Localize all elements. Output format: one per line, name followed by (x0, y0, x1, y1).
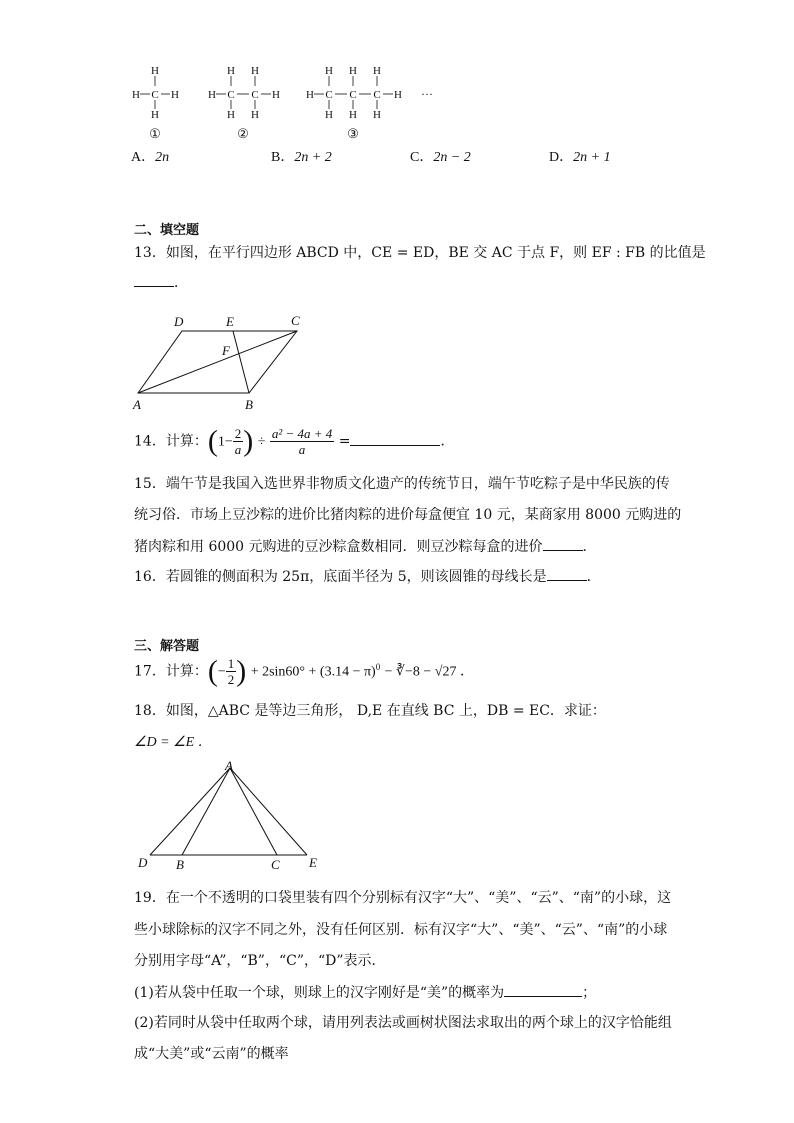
methane-series-structures (125, 62, 445, 144)
q18-triangle-figure (132, 758, 327, 873)
q17-expression: 17．计算：(− $\frac{1}{2}$ ) + $2\sin 60^\circ + (3.14 - \pi)^0$ − ∛−8 − √27 ． (134, 654, 474, 688)
label-e: E (226, 314, 234, 329)
svg-text:H: H (349, 65, 357, 77)
svg-text:H: H (373, 109, 381, 121)
label-d: D (174, 314, 184, 329)
option-c[interactable]: C．2n − 2 (410, 150, 471, 165)
q19-sub2-line2: 成“大美”或“云南”的概率 (134, 1046, 289, 1062)
q18-line1: 18．如图，△ABC 是等边三角形， D,E 在直线 BC 上，DB = EC．求证： (134, 703, 606, 719)
section-title-fill-blank: 二、填空题 (134, 223, 200, 238)
label-c: C (271, 857, 280, 872)
q18-line2: ∠D = ∠E ． (134, 735, 212, 750)
molecule-label-3: ③ (347, 126, 359, 141)
atom-h: H (171, 89, 179, 101)
q14-expression: 14．计算：(1− $\frac{2}{a}$ ) ÷ $\frac{\text{a² − 4a + 4}}{a}$ = ． (134, 424, 455, 458)
label-a: A (225, 758, 233, 773)
svg-text:H: H (227, 109, 235, 121)
svg-text:H: H (251, 109, 259, 121)
svg-text:H: H (306, 89, 314, 101)
atom-c: C (151, 89, 159, 101)
ellipsis: ··· (421, 87, 433, 101)
option-d[interactable]: D．2n + 1 (549, 150, 611, 165)
q13-answer-line: ． (134, 272, 188, 293)
section-title-solutions: 三、解答题 (134, 639, 200, 654)
q19-line3: 分别用字母“A”，“B”，“C”，“D”表示． (134, 953, 386, 969)
svg-text:H: H (349, 109, 357, 121)
svg-text:C: C (325, 89, 333, 101)
svg-text:H: H (325, 109, 333, 121)
q19-sub2-line1: (2)若同时从袋中任取两个球，请用列表法或画树状图法求取出的两个球上的汉字恰能组 (134, 1015, 672, 1031)
molecule-label-2: ② (237, 126, 249, 141)
svg-text:C: C (349, 89, 357, 101)
label-c: C (291, 313, 300, 328)
label-b: B (245, 397, 253, 412)
label-a: A (133, 397, 141, 412)
q16-text: 16．若圆锥的侧面积为 25π，底面半径为 5，则该圆锥的母线长是 ． (134, 566, 601, 587)
svg-text:H: H (394, 89, 402, 101)
label-b: B (176, 857, 184, 872)
molecule-label-1: ① (149, 126, 161, 141)
answer-blank[interactable] (350, 431, 440, 446)
answer-blank[interactable] (134, 272, 174, 287)
answer-blank[interactable] (547, 566, 587, 581)
option-b[interactable]: B．2n + 2 (271, 150, 332, 165)
label-f: F (222, 343, 230, 358)
atom-h: H (132, 89, 140, 101)
svg-text:C: C (251, 89, 259, 101)
q13-text: 13．如图，在平行四边形 ABCD 中，CE = ED，BE 交 AC 于点 F，则 EF : FB 的比值是 (134, 245, 706, 261)
q15-line1: 15．端午节是我国入选世界非物质文化遗产的传统节日，端午节吃粽子是中华民族的传 (134, 476, 670, 492)
atom-h: H (151, 109, 159, 121)
q19-line1: 19．在一个不透明的口袋里装有四个分别标有汉字“大”、“美”、“云”、“南”的小球，这 (134, 890, 672, 906)
svg-text:H: H (227, 65, 235, 77)
q15-line2: 统习俗．市场上豆沙粽的进价比猪肉粽的进价每盒便宜 10 元，某商家用 8000 元购进的 (134, 507, 682, 523)
option-a[interactable]: A．2n (131, 150, 170, 165)
svg-text:C: C (373, 89, 381, 101)
label-e: E (309, 855, 317, 870)
svg-text:C: C (227, 89, 235, 101)
q15-line3: 猪肉粽和用 6000 元购进的豆沙粽盒数相同．则豆沙粽每盒的进价 ． (134, 536, 597, 557)
svg-text:H: H (373, 65, 381, 77)
label-d: D (138, 855, 148, 870)
answer-blank[interactable] (543, 536, 583, 551)
q19-sub1: (1)若从袋中任取一个球，则球上的汉字刚好是“美”的概率为 ； (134, 982, 596, 1003)
svg-text:H: H (208, 89, 216, 101)
svg-text:H: H (251, 65, 259, 77)
atom-h: H (151, 65, 159, 77)
answer-blank[interactable] (504, 982, 582, 997)
svg-text:H: H (272, 89, 280, 101)
svg-text:H: H (325, 65, 333, 77)
q19-line2: 些小球除标的汉字不同之外，没有任何区别．标有汉字“大”、“美”、“云”、“南”的小球 (134, 922, 668, 938)
q13-parallelogram-figure (130, 310, 320, 415)
